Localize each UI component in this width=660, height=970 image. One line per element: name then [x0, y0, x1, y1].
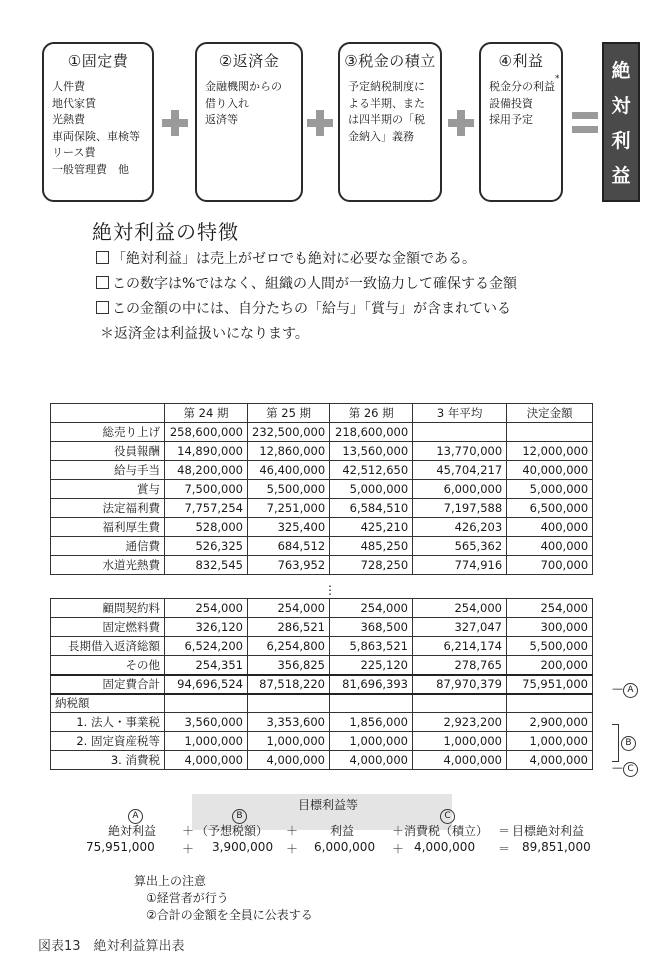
- table-row: [51, 618, 593, 637]
- table-cell: 254,000: [248, 599, 330, 618]
- feature-text: 「絶対利益」は売上がゼロでも絶対に必要な金額である。: [112, 251, 476, 267]
- row-label: 役員報酬: [51, 442, 165, 461]
- equals-icon: [572, 112, 598, 134]
- box-line: 税金分の利益: [489, 80, 555, 93]
- table-cell: 13,560,000: [330, 442, 413, 461]
- table-row: [51, 480, 593, 499]
- row-label: 総売り上げ: [51, 423, 165, 442]
- absolute-profit-char: 益: [611, 165, 631, 187]
- table-cell: 485,250: [330, 537, 413, 556]
- table-cell: 7,757,254: [165, 499, 248, 518]
- box-profit: [479, 42, 563, 202]
- box-line: 返済等: [205, 113, 238, 126]
- circle-letter: C: [623, 762, 638, 777]
- table-cell: 3,353,600: [248, 713, 330, 732]
- row-label: 通信費: [51, 537, 165, 556]
- table-cell: 4,000,000: [248, 751, 330, 770]
- formula-op: ＋: [286, 824, 299, 838]
- table-header: 第 25 期: [248, 404, 330, 423]
- feature-text: この数字は%ではなく、組織の人間が一致協力して確保する金額: [112, 276, 518, 292]
- table-cell: 81,696,393: [330, 675, 413, 694]
- table-cell: 6,000,000: [413, 480, 507, 499]
- table-cell: 87,518,220: [248, 675, 330, 694]
- row-label: 顧問契約料: [51, 599, 165, 618]
- formula-op: ＝: [498, 824, 511, 838]
- table-cell: 300,000: [507, 618, 593, 637]
- table-row: [51, 751, 593, 770]
- table-header-row: [51, 404, 593, 423]
- cost-table-lower: [50, 598, 593, 770]
- table-cell: 5,500,000: [248, 480, 330, 499]
- table-cell: 200,000: [507, 656, 593, 675]
- table-cell: 400,000: [507, 518, 593, 537]
- row-label: 給与手当: [51, 461, 165, 480]
- table-cell: 12,000,000: [507, 442, 593, 461]
- formula-op: ＋: [392, 824, 405, 838]
- mark-b: [621, 735, 636, 751]
- table-cell: 232,500,000: [248, 423, 330, 442]
- table-cell: 1,000,000: [248, 732, 330, 751]
- table-cell: 94,696,524: [165, 675, 248, 694]
- table-cell: 356,825: [248, 656, 330, 675]
- table-cell: 40,000,000: [507, 461, 593, 480]
- table-cell: 225,120: [330, 656, 413, 675]
- table-cell: 4,000,000: [413, 751, 507, 770]
- table-cell: [507, 694, 593, 713]
- table-header: 決定金額: [507, 404, 593, 423]
- box-line: 車両保険、車検等: [52, 129, 140, 143]
- table-row: [51, 537, 593, 556]
- table-header: [51, 404, 165, 423]
- table-header: 3 年平均: [413, 404, 507, 423]
- table-cell: 7,251,000: [248, 499, 330, 518]
- absolute-profit-box: [602, 42, 640, 202]
- box-repayment: [195, 42, 303, 202]
- table-cell: 2,900,000: [507, 713, 593, 732]
- box-line: 設備投資: [489, 96, 533, 110]
- feature-item: [96, 273, 517, 293]
- table-row: [51, 423, 593, 442]
- formula-op: ＋: [286, 842, 299, 856]
- features-title: 絶対利益の特徴: [92, 220, 239, 244]
- table-cell: 6,584,510: [330, 499, 413, 518]
- formula-value: 89,851,000: [522, 840, 591, 854]
- formula-term: 目標絶対利益: [512, 824, 585, 838]
- formula-value: 75,951,000: [86, 840, 155, 854]
- table-cell: 426,203: [413, 518, 507, 537]
- table-cell: 728,250: [330, 556, 413, 575]
- table-cell: 6,214,174: [413, 637, 507, 656]
- formula-value: 6,000,000: [314, 840, 376, 854]
- table-cell: 48,200,000: [165, 461, 248, 480]
- checkbox-icon: [96, 276, 109, 289]
- box-line: 光熱費: [52, 113, 85, 126]
- formula-op: ＋: [182, 824, 195, 838]
- table-cell: 6,254,800: [248, 637, 330, 656]
- table-cell: 45,704,217: [413, 461, 507, 480]
- table-row: [51, 637, 593, 656]
- plus-icon: [448, 110, 474, 136]
- table-cell: 7,500,000: [165, 480, 248, 499]
- feature-item: [96, 298, 511, 318]
- table-cell: 5,500,000: [507, 637, 593, 656]
- table-cell: 254,000: [507, 599, 593, 618]
- formula-term: 消費税（積立）: [404, 824, 489, 838]
- circle-letter: A: [623, 683, 638, 698]
- table-cell: 6,500,000: [507, 499, 593, 518]
- asterisk-mark: *: [555, 74, 560, 84]
- box-line: 予定納税制度に: [348, 80, 425, 93]
- table-cell: 42,512,650: [330, 461, 413, 480]
- table-cell: 565,362: [413, 537, 507, 556]
- box-title: ①固定費: [67, 52, 129, 70]
- row-label: 福利厚生費: [51, 518, 165, 537]
- box-tax-reserve: [338, 42, 442, 202]
- circle-letter: A: [128, 809, 143, 824]
- table-cell: [330, 694, 413, 713]
- formula-op: ＋: [182, 842, 195, 856]
- table-cell: 526,325: [165, 537, 248, 556]
- absolute-profit-char: 利: [611, 130, 631, 152]
- box-title: ③税金の積立: [344, 52, 436, 70]
- formula-term: （予想税額）: [196, 824, 269, 838]
- table-row: [51, 694, 593, 713]
- table-header: 第 26 期: [330, 404, 413, 423]
- table-cell: 5,000,000: [507, 480, 593, 499]
- formula-op: ＋: [392, 842, 405, 856]
- table-cell: 1,000,000: [165, 732, 248, 751]
- circle-letter: C: [440, 809, 455, 824]
- row-label: その他: [51, 656, 165, 675]
- table-cell: 1,000,000: [330, 732, 413, 751]
- formula-term: 利益: [330, 824, 355, 838]
- table-cell: 700,000: [507, 556, 593, 575]
- checkbox-icon: [96, 251, 109, 264]
- plus-icon: [307, 110, 333, 136]
- absolute-profit-char: 絶: [611, 60, 631, 82]
- figure-caption: 図表13 絶対利益算出表: [38, 939, 185, 954]
- plus-icon: [162, 110, 188, 136]
- table-cell: 218,600,000: [330, 423, 413, 442]
- box-title: ④利益: [498, 52, 544, 70]
- row-label: 水道光熱費: [51, 556, 165, 575]
- table-row: [51, 732, 593, 751]
- table-cell: 258,600,000: [165, 423, 248, 442]
- box-fixed-cost: [42, 42, 154, 202]
- table-cell: 4,000,000: [507, 751, 593, 770]
- formula-value: 3,900,000: [212, 840, 274, 854]
- table-header: 第 24 期: [165, 404, 248, 423]
- table-cell: 1,856,000: [330, 713, 413, 732]
- absolute-profit-char: 対: [611, 95, 631, 117]
- table-cell: 286,521: [248, 618, 330, 637]
- mark-a: — A: [612, 682, 638, 698]
- table-cell: 832,545: [165, 556, 248, 575]
- feature-note: ＊返済金は利益扱いになります。: [100, 326, 309, 342]
- table-row: [51, 599, 593, 618]
- feature-item: [96, 248, 476, 268]
- table-cell: 763,952: [248, 556, 330, 575]
- table-cell: 75,951,000: [507, 675, 593, 694]
- table-cell: 12,860,000: [248, 442, 330, 461]
- formula-term: 絶対利益: [108, 824, 157, 838]
- table-cell: 326,120: [165, 618, 248, 637]
- box-title: ②返済金: [218, 52, 280, 70]
- table-cell: 14,890,000: [165, 442, 248, 461]
- checkbox-icon: [96, 301, 109, 314]
- row-label: 1. 法人・事業税: [51, 713, 165, 732]
- box-line: 金融機関からの: [205, 80, 282, 93]
- table-cell: [413, 423, 507, 442]
- table-row: [51, 518, 593, 537]
- row-label: 賞与: [51, 480, 165, 499]
- bracket: [612, 724, 619, 762]
- table-cell: 6,524,200: [165, 637, 248, 656]
- box-line: 採用予定: [489, 113, 533, 126]
- table-cell: [248, 694, 330, 713]
- table-cell: [165, 694, 248, 713]
- table-row: [51, 556, 593, 575]
- table-cell: 400,000: [507, 537, 593, 556]
- table-cell: [413, 694, 507, 713]
- row-label: 固定費合計: [51, 675, 165, 694]
- box-line: 人件費: [52, 80, 85, 93]
- table-cell: 278,765: [413, 656, 507, 675]
- table-row-total: [51, 675, 593, 694]
- table-cell: 2,923,200: [413, 713, 507, 732]
- box-line: 地代家賃: [52, 96, 96, 110]
- table-row: [51, 499, 593, 518]
- table-cell: 774,916: [413, 556, 507, 575]
- feature-text: この金額の中には、自分たちの「給与」「賞与」が含まれている: [112, 301, 511, 317]
- table-row: [51, 713, 593, 732]
- row-label: 固定燃料費: [51, 618, 165, 637]
- circle-letter: B: [621, 736, 636, 751]
- table-cell: [507, 423, 593, 442]
- mark-c: — C: [612, 761, 638, 777]
- table-cell: 7,197,588: [413, 499, 507, 518]
- table-cell: 254,000: [413, 599, 507, 618]
- table-cell: 254,351: [165, 656, 248, 675]
- table-cell: 528,000: [165, 518, 248, 537]
- box-line: は四半期の「税: [348, 113, 425, 126]
- table-cell: 425,210: [330, 518, 413, 537]
- table-cell: 4,000,000: [330, 751, 413, 770]
- table-cell: 5,000,000: [330, 480, 413, 499]
- table-cell: 327,047: [413, 618, 507, 637]
- table-row: [51, 442, 593, 461]
- formula-value: 4,000,000: [414, 840, 476, 854]
- row-label: 2. 固定資産税等: [51, 732, 165, 751]
- box-line: よる半期、また: [348, 96, 425, 110]
- row-label: 法定福利費: [51, 499, 165, 518]
- row-label: 3. 消費税: [51, 751, 165, 770]
- notes-item: ②合計の金額を全員に公表する: [146, 908, 313, 922]
- table-cell: 684,512: [248, 537, 330, 556]
- row-label: 長期借入返済総額: [51, 637, 165, 656]
- box-line: リース費: [52, 146, 96, 159]
- cost-table-upper: [50, 403, 593, 575]
- formula-op: ＝: [498, 842, 511, 856]
- table-ellipsis: ⋮: [324, 583, 336, 597]
- formula-group-label: 目標利益等: [298, 798, 359, 812]
- table-row: [51, 461, 593, 480]
- table-cell: 254,000: [330, 599, 413, 618]
- table-row: [51, 656, 593, 675]
- table-cell: 325,400: [248, 518, 330, 537]
- table-cell: 13,770,000: [413, 442, 507, 461]
- table-cell: 4,000,000: [165, 751, 248, 770]
- table-cell: 254,000: [165, 599, 248, 618]
- table-cell: 5,863,521: [330, 637, 413, 656]
- table-cell: 1,000,000: [413, 732, 507, 751]
- table-cell: 46,400,000: [248, 461, 330, 480]
- circle-letter: B: [232, 809, 247, 824]
- table-cell: 1,000,000: [507, 732, 593, 751]
- table-cell: 368,500: [330, 618, 413, 637]
- notes-item: ①経営者が行う: [146, 891, 229, 905]
- box-line: 金納入」義務: [348, 129, 414, 143]
- table-cell: 87,970,379: [413, 675, 507, 694]
- box-line: 一般管理費 他: [52, 162, 129, 176]
- box-line: 借り入れ: [205, 96, 249, 110]
- table-cell: 3,560,000: [165, 713, 248, 732]
- row-label: 納税額: [51, 694, 165, 713]
- notes-title: 算出上の注意: [134, 874, 207, 888]
